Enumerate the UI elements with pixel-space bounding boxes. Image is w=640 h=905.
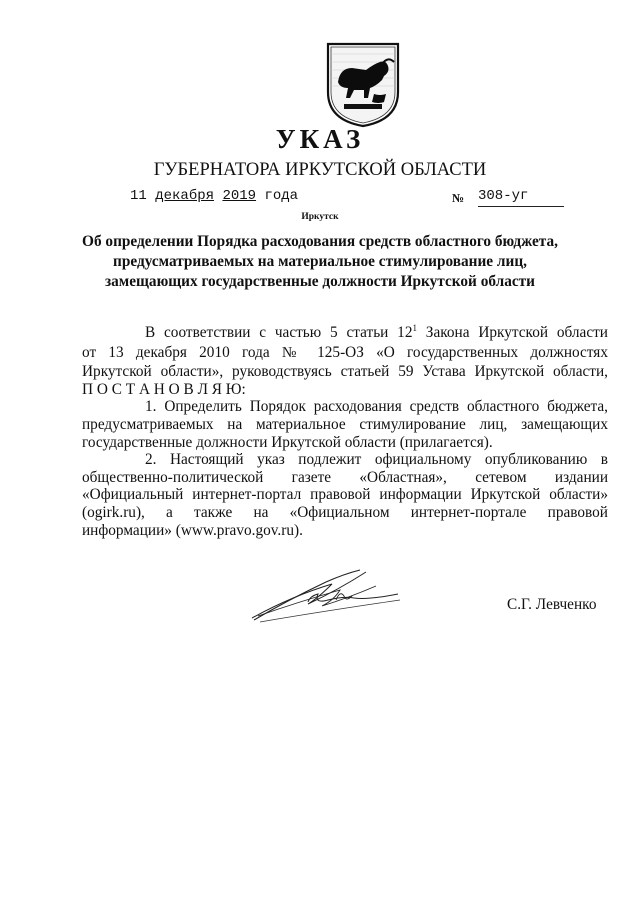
document-date (130, 188, 298, 204)
heading-line: предусматриваемых на материальное стимулирование лиц, (113, 253, 527, 270)
body-line: 2. Настоящий указ подлежит официальному опубликованию в (145, 451, 608, 468)
date-day: 11 (130, 188, 147, 204)
date-word: года (264, 188, 299, 204)
document-title: УКАЗ (275, 124, 365, 154)
coat-of-arms-emblem (324, 38, 402, 128)
body-line: 1. Определить Порядок расходования средств областного бюджета, (145, 398, 608, 415)
body-line: от 13 декабря 2010 года № 125-ОЗ «О государственных должностях (82, 344, 608, 361)
body-line: (ogirk.ru), а также на «Официальном интернет-портале правовой (82, 504, 608, 521)
body-line: «Официальный интернет-портал правовой информации Иркутской области» (82, 486, 608, 503)
body-line: государственные должности Иркутской области (прилагается). (82, 434, 493, 451)
heading-line: Об определении Порядка расходования средств областного бюджета, (82, 233, 558, 250)
body-line: Иркутской области», руководствуясь статьей 59 Устава Иркутской области, (82, 363, 608, 380)
body-line: предусматриваемых на материальное стимулирование лиц, замещающих (82, 416, 608, 433)
handwritten-signature (248, 560, 408, 630)
heading-line: замещающих государственные должности Иркутской области (105, 273, 535, 290)
signer-name: С.Г. Левченко (507, 596, 597, 613)
body-text: В соответствии с частью 5 статьи 12 (145, 324, 413, 341)
date-year: 2019 (222, 188, 257, 204)
body-line: общественно-политической газете «Областная», сетевом издании (82, 469, 608, 486)
document-heading (40, 232, 600, 292)
footnote-superscript: 1 (412, 323, 417, 333)
body-line: информации» (www.pravo.gov.ru). (82, 522, 303, 539)
number-sign: № (452, 191, 465, 205)
date-month: декабря (155, 188, 215, 204)
document-number: 308-уг (478, 188, 564, 207)
body-line-decree: П О С Т А Н О В Л Я Ю: (82, 381, 246, 398)
document-issuer: ГУБЕРНАТОРА ИРКУТСКОЙ ОБЛАСТИ (153, 160, 487, 180)
body-line (145, 324, 608, 342)
body-text: Закона Иркутской области (416, 324, 608, 341)
document-city: Иркутск (301, 212, 339, 222)
